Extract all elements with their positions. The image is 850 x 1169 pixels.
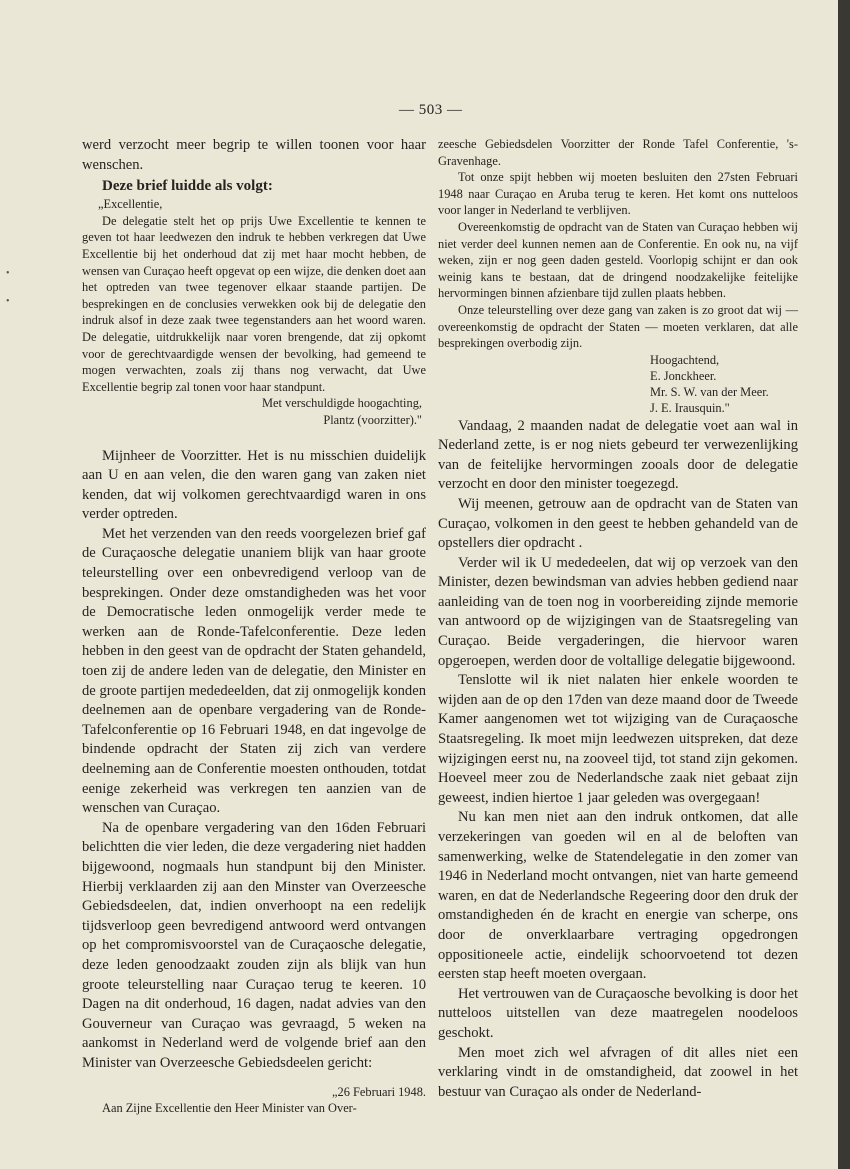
binding-hole-mark: • [6, 296, 10, 307]
paragraph: Tenslotte wil ik niet nalaten hier enkele woorden te wijden aan de op den 17den van deze maand door de Tweede Kamer aangenomen wet tot wijziging van de Curaçaosche Staatsregeling. Ik moet mijn leedwezen uitspreken, dat deze wijzigingen eerst nu, na zooveel tijd, tot stand zijn gekomen. Hoeveel meer zou de Nederlandsche zaak niet gebaat zijn geweest, indien hiertoe 1 jaar geleden was overgegaan! [438, 672, 798, 806]
paragraph: Het vertrouwen van de Curaçaosche bevolking is door het nutteloos uitstellen van deze maatregelen noodeloos geschokt. [438, 985, 798, 1041]
letter-paragraph: Overeenkomstig de opdracht van de Staten van Curaçao hebben wij niet verder deel kunnen nemen aan de Conferentie. En ook nu, na vijf weken, zijn er nog geen daden gesteld. Voorlopig schijnt er dan ook weinig kans te bestaan, dat de dringend noodzakelijke feitelijke hervormingen binnen afzienbare tijd zullen plaats hebben. [438, 219, 798, 301]
paragraph: Verder wil ik U mededeelen, dat wij op verzoek van den Minister, dezen bewindsman van advies hebben gediend naar aanleiding van de toen nog in voorbereiding zijnde memorie van antwoord op de wijzigingen van de Staatsregeling van Curaçao. Beide vergaderingen, die hiervoor waren opgeroepen, werden door de voltallige delegatie bijgewoond. [438, 554, 798, 669]
paragraph: Men moet zich wel afvragen of dit alles niet een verklaring vindt in de omstandigheid, dat zoowel in het bestuur van Curaçao als onder de Nederland- [438, 1044, 798, 1100]
paragraph: Na de openbare vergadering van den 16den Februari belichtten die vier leden, die deze vergadering niet hadden bijgewoond, nogmaals hun standpunt bij den Minister. Hierbij verklaarden zij aan den Minster van Overzeesche Gebiedsdeelen, dat, indien onverhoopt na een redelijk tijdsverloop geen bevredigend antwoord werd ontvangen op het compromisvoorstel van de Curaçaosche delegatie, deze leden genoodzaakt zouden zijn als blijk van hun groote teleurstelling naar Curaçao terug te keeren. 10 Dagen na dit onderhoud, 16 dagen, nadat advies van den Gouverneur van Curaçao was gevraagd, 5 weken na aankomst in Nederland werd de volgende brief aan den Minister van Overzeesche Gebiedsdeelen gericht: [82, 819, 426, 1071]
paragraph: werd verzocht meer begrip te willen toonen voor haar wenschen. [82, 137, 426, 173]
letter-date: „26 Februari 1948. [332, 1084, 426, 1099]
paragraph: Met het verzenden van den reeds voorgelezen brief gaf de Curaçaosche delegatie unaniem blijk van haar groote teleurstelling over een onbevredigend verloop van de besprekingen. Onder deze omstandigheden was het voor de Democratische leden onmogelijk verder mede te werken aan de Ronde-Tafelconferentie. Deze leden hebben in den geest van de opdracht der Staten gehandeld, toen zij de andere leden van de delegatie, den Minister en de groote partijen mededeelden, dat zij onmogelijk konden deelnemen aan de openbare vergadering van de Ronde-Tafelconferentie op 16 Februari 1948, en dat ingevolge de bindende opdracht der Staten zij zich van verdere deelneming aan de Conferentie moesten onthouden, totdat eenige zekerheid was verkregen ten aanzien van de wenschen van Curaçao. [82, 525, 426, 817]
page-number: — 503 — [399, 102, 463, 118]
letter-signature-line: J. E. Irausquin." [650, 401, 730, 416]
right-column [438, 136, 798, 1102]
left-column [82, 136, 426, 1117]
letter-signature-line: Mr. S. W. van der Meer. [650, 385, 769, 400]
letter-address-continued: zeesche Gebiedsdelen Voorzitter der Ronde Tafel Conferentie, 's-Gravenhage. [438, 137, 798, 168]
binding-hole-mark: • [6, 268, 10, 279]
letter-salutation: „Excellentie, [98, 197, 163, 212]
letter-heading: Deze brief luidde als volgt: [102, 178, 273, 195]
paragraph: Wij meenen, getrouw aan de opdracht van de Staten van Curaçao, volkomen in den geest te hebben gehandeld van de opstellers dier opdracht . [438, 495, 798, 552]
paragraph: Mijnheer de Voorzitter. Het is nu misschien duidelijk aan U en aan velen, die den waren gang van zaken niet kenden, dat wij volkomen gerechtvaardigd waren in ons verder optreden. [82, 447, 426, 523]
scan-edge [838, 0, 850, 1169]
paragraph: Vandaag, 2 maanden nadat de delegatie voet aan wal in Nederland zette, is er nog niets gebeurd ter verwezenlijking van de feitelijke hervormingen zooals door de delegatie verzocht en door den minister toegezegd. [438, 417, 798, 493]
paragraph: Nu kan men niet aan den indruk ontkomen, dat alle verzekeringen van goeden wil en al de beloften van samenwerking, welke de Statendelegatie in den zomer van 1946 in Nederland mocht ontvangen, niet van harte gemeend waren, en dat de Nederlandsche Regeering door den druk der omstandigheden én de kracht en energie van scherpe, ons door de onverklaarbare vertraging opgedrongen oppositioneele actie, eindelijk schoorvoetend tot dezen eersten stap heeft moeten overgaan. [438, 809, 798, 983]
letter-signature: Plantz (voorzitter)." [323, 412, 422, 427]
letter-closing: Met verschuldigde hoogachting, [261, 396, 422, 411]
letter-address: Aan Zijne Excellentie den Heer Minister van Over- [102, 1101, 357, 1116]
letter-body: De delegatie stelt het op prijs Uwe Excellentie te kennen te geven tot haar leedwezen den indruk te hebben verkregen dat Uwe Excellentie bij het onderhoud dat zij met haar mocht hebben, de wensen van Curaçao heeft opgevat op een wijze, die denken doet aan het optreden van twee tegenover elkaar staande partijen. De besprekingen en de conclusies verwekken ook bij de delegatie den indruk alsof in deze zaak twee tegenstanders aan het woord waren. De delegatie, uitdrukkelijk naar voren brengende, dat zij opkomt voor de gerechtvaardigde wensen der bevolking, had gemeend te mogen verwachten, zoals zij thans nog verwacht, dat Uwe Excellentie begrip zal tonen voor haar standpunt. [82, 213, 426, 394]
letter-signature-line: Hoogachtend, [650, 352, 720, 367]
letter-paragraph: Tot onze spijt hebben wij moeten besluiten den 27sten Februari 1948 naar Curaçao en Aruba terug te keren. Het komt ons nutteloos voor langer in Nederland te verblijven. [438, 170, 798, 218]
letter-paragraph: Onze teleurstelling over deze gang van zaken is zo groot dat wij — overeenkomstig de opdracht der Staten — moeten verklaren, dat alle besprekingen overbodig zijn. [438, 302, 798, 351]
letter-signature-line: E. Jonckheer. [650, 368, 717, 383]
